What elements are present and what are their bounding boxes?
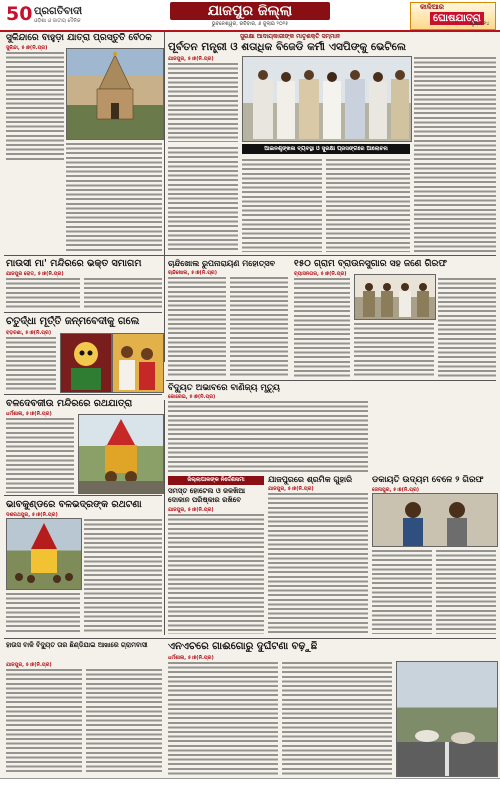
lead-subhead: ଆଇନଶୃଙ୍ଖଳା ବ୍ୟବସ୍ଥା ଓ ସୁରକ୍ଷା ପ୍ରସଙ୍ଗରେ ଆଲୋଚନା	[242, 144, 410, 154]
article-byline: ଯାଜପୁର, ୫।୭(ନି.ପ୍ର)	[168, 56, 214, 62]
row-rule	[166, 380, 496, 381]
article-headline: ମାଉସୀ ମା' ମନ୍ଦିରରେ ଭକ୍ତ ସମାଗମ	[6, 258, 142, 269]
article-headline: ଚତୁର୍ଦ୍ଧା ମୂର୍ତ୍ତି ଜନ୍ମବେଦୀକୁ ଗଲେ	[6, 316, 140, 327]
article-headline: ବଳଦେବଜୀଉ ମନ୍ଦିରରେ ରଥଯାତ୍ରା	[6, 398, 133, 409]
article-body	[268, 492, 368, 634]
article-body	[168, 276, 226, 376]
article-body	[168, 146, 238, 252]
deity-photo	[60, 333, 112, 393]
article-byline: ବଡ଼ଚଣା, ୫।୭(ନି.ପ୍ର)	[6, 330, 52, 336]
row-rule	[4, 638, 496, 639]
article-body	[84, 277, 162, 310]
temple-photo	[66, 48, 164, 140]
rath-pulling-photo	[6, 518, 82, 590]
brand-subtitle: ଓଡ଼ିଶା ଓ ଜାତୀୟ ଦୈନିକ	[34, 18, 81, 24]
article-headline: ସୁକିନ୍ଦାରେ ବାହୁଡ଼ା ଯାତ୍ରା ପ୍ରସ୍ତୁତି ବୈଠକ	[6, 33, 152, 43]
article-body	[86, 668, 162, 775]
police-photo	[354, 274, 436, 320]
article-body	[66, 142, 162, 252]
article-byline: ଯାଜପୁର ରୋଡ, ୫।୭(ନି.ପ୍ର)	[6, 271, 64, 277]
accused-illustration	[373, 494, 497, 546]
article-body	[372, 549, 432, 634]
row-rule	[4, 495, 162, 496]
highway-cattle-photo	[396, 661, 498, 777]
article-headline: ଏନଏଚରେ ଗାଈଗୋରୁ ଦୁର୍ଘଟଣା ବଢ଼ୁଛି	[168, 641, 318, 652]
article-byline: ସୁକିନ୍ଦା, ୫।୭(ନି.ପ୍ର)	[6, 45, 48, 51]
article-headline: ୧୫୦ ଗ୍ରାମ ବ୍ରାଉନସୁଗାର ସହ ଜଣେ ଗିରଫ	[294, 259, 447, 269]
group-photo	[242, 56, 412, 142]
people-illustration	[243, 57, 411, 141]
article-body	[414, 56, 496, 252]
article-byline: ଦଶରଥପୁର, ୫।୭(ନି.ପ୍ର)	[6, 512, 58, 518]
article-body	[230, 276, 288, 376]
brand-name: ପ୍ରଗତିବାଦୀ	[34, 6, 83, 17]
deity-illustration	[61, 334, 111, 392]
article-body	[168, 62, 238, 142]
highway-cattle-illustration	[397, 662, 497, 776]
rath-pulling-illustration	[7, 519, 81, 589]
article-headline: ହାଉସ ବାଳି ବିଦ୍ୟୁତ ତାର ଛିଣ୍ଡିଯାଇ ଆଖାରେ ଗ୍ରାମବାସୀ	[6, 641, 148, 649]
column-rule	[164, 32, 165, 362]
accused-photo	[372, 493, 498, 547]
article-body	[326, 158, 410, 252]
lead-headline: ପୂର୍ବତନ ମନ୍ତ୍ରୀ ଓ ଶତାଧିକ ବିଜେଡି କର୍ମୀ ଏସପିଙ୍କୁ ଭେଟିଲେ	[168, 41, 407, 53]
procession-photo	[112, 333, 164, 393]
article-byline: ଧର୍ମଶାଳା, ୫।୭(ନି.ପ୍ର)	[6, 411, 52, 417]
article-body	[354, 322, 434, 377]
article-headline: ଡକାୟତି ଉଦ୍ୟମ ବେଳେ ୨ ଗିରଫ	[372, 475, 484, 485]
row-rule	[4, 255, 496, 256]
article-body	[6, 668, 82, 775]
article-body	[6, 417, 74, 493]
notice-kicker: ଜିଲ୍ଲାପାଳଙ୍କ ନିର୍ଦ୍ଦେଶନାମା	[168, 476, 264, 485]
edition-title: ଯାଜପୁର ଜିଲ୍ଲା	[170, 2, 330, 20]
article-body	[168, 400, 368, 472]
row-rule	[4, 394, 162, 395]
article-byline: ଚାନ୍ଦିଖୋଲ, ୫।୭(ନି.ପ୍ର)	[168, 270, 218, 276]
article-body	[6, 592, 80, 634]
article-body	[168, 513, 264, 634]
article-body	[6, 336, 56, 392]
article-byline: କୋରେଇ, ୫।୭(ନି.ପ୍ର)	[168, 394, 216, 400]
rath-banner-small: କାଳିଆର	[420, 3, 444, 11]
article-headline: ବିଦ୍ୟୁତ ଅଭାବରେ ବାଣିଜ୍ୟ ମୃତ୍ୟୁ	[168, 383, 280, 393]
procession-illustration	[113, 334, 163, 392]
article-body	[6, 277, 80, 310]
masthead	[0, 0, 500, 32]
article-byline: ବ୍ୟାସନଗର, ୫।୭(ନି.ପ୍ର)	[294, 271, 347, 277]
chariot-photo	[78, 414, 164, 494]
row-rule	[4, 312, 162, 313]
temple-illustration	[67, 49, 163, 139]
page-number: ପୃଷ୍ଠା ୧୪	[470, 21, 490, 27]
chariot-illustration	[79, 415, 163, 493]
article-headline: ଯାଜପୁରରେ ଶ୍ରମିକ ଗୁହାରି	[268, 475, 353, 484]
page-footer	[0, 778, 500, 789]
article-byline: ଯାଜପୁର, ୫।୭(ନି.ପ୍ର)	[6, 662, 52, 668]
article-body	[242, 158, 322, 252]
anniversary-logo: 50	[6, 3, 33, 25]
article-headline: ସମସ୍ତ ହୋଟେଲ ଓ ଜଳଖିଆ ଦୋକାନ ପରିଷ୍କାର ରଖିବେ	[168, 487, 246, 504]
dateline: ଭୁବନେଶ୍ୱର, ରବିବାର, ୬ ଜୁଲାଇ ୨୦୨୫	[211, 21, 289, 27]
article-body	[294, 277, 350, 377]
article-body	[84, 518, 162, 634]
article-body	[282, 661, 392, 775]
article-byline: ଜେନାପୁର, ୫।୭(ନି.ପ୍ର)	[372, 487, 420, 493]
article-body	[168, 661, 278, 775]
article-body	[438, 277, 496, 377]
article-body	[6, 51, 64, 161]
police-illustration	[355, 275, 435, 319]
article-body	[436, 549, 496, 634]
article-byline: ଧର୍ମଶାଳା, ୫।୭(ନି.ପ୍ର)	[168, 655, 214, 661]
lead-kicker: ସୁରକ୍ଷା ଆଦାୟକାରୀଙ୍କ ମାତୃଶକ୍ତି ସମ୍ମାନ	[240, 33, 340, 40]
column-rule	[164, 400, 165, 635]
article-headline: ଭାବକୁଣ୍ଡରେ ବଳଭଦ୍ରଙ୍କ ରଥଟଣା	[6, 499, 142, 510]
article-byline: ଯାଜପୁର, ୫।୭(ନି.ପ୍ର)	[168, 507, 214, 513]
article-headline: ଚାନ୍ଦିଖୋଲ ରୁପନାରାୟଣ ମହୋତ୍ସବ	[168, 259, 276, 268]
rath-banner-big: ଘୋଷଯାତ୍ରା	[430, 12, 484, 25]
article-byline: ଯାଜପୁର, ୫।୭(ନି.ପ୍ର)	[268, 486, 314, 492]
